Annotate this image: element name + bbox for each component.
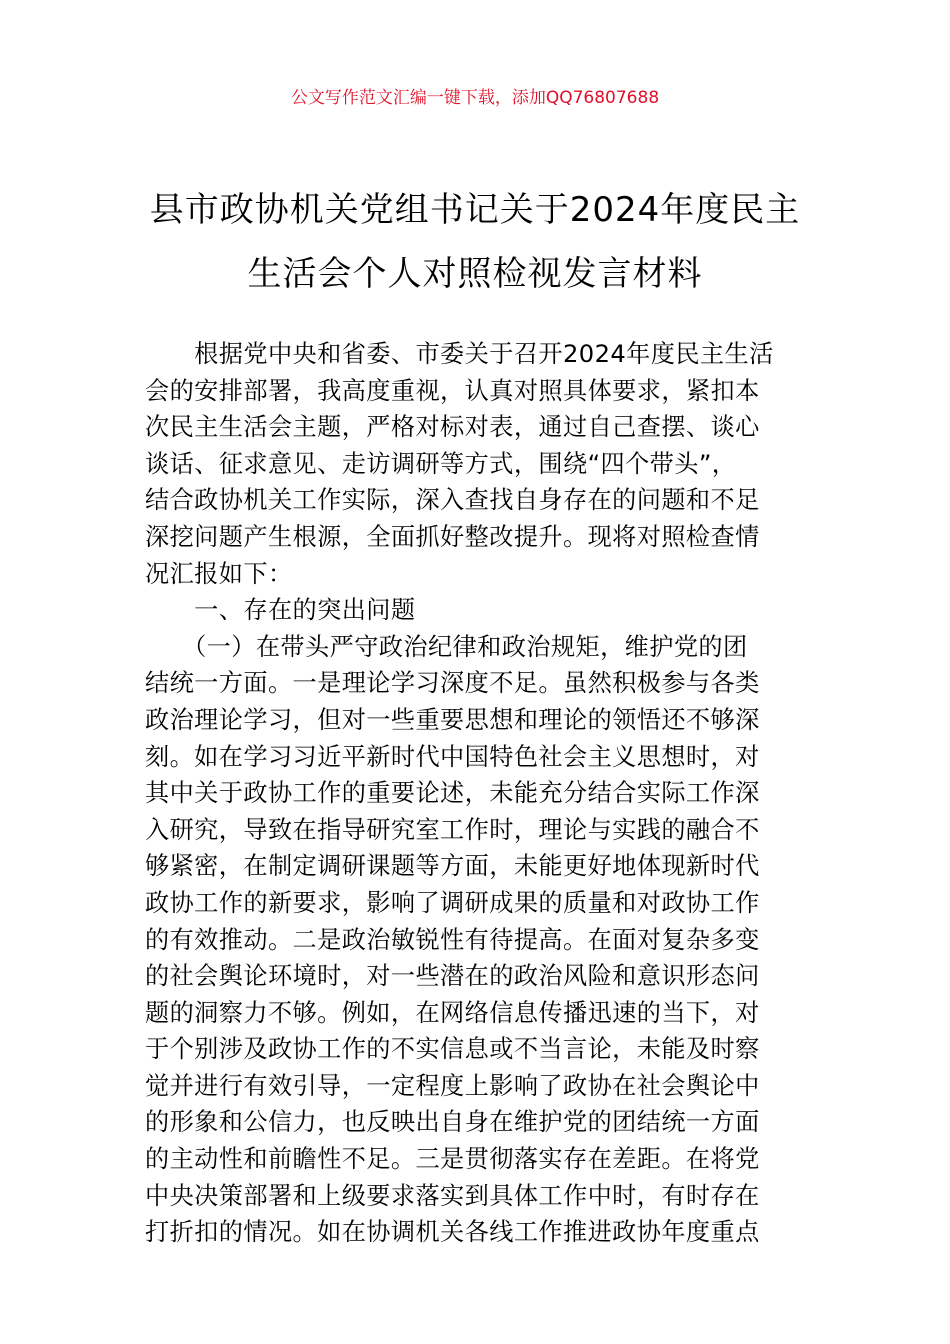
section-heading: 一、存在的突出问题 xyxy=(145,596,416,625)
body-line: 结合政协机关工作实际，深入查找自身存在的问题和不足 xyxy=(145,486,760,515)
title-line-1: 县市政协机关党组书记关于2024年度民主 xyxy=(149,190,801,230)
body-line: 况汇报如下： xyxy=(145,559,293,588)
body-line: 深挖问题产生根源，全面抓好整改提升。现将对照检查情 xyxy=(145,522,760,551)
body-line: 够紧密，在制定调研课题等方面，未能更好地体现新时代 xyxy=(145,852,760,881)
body-line: 的形象和公信力，也反映出自身在维护党的团结统一方面 xyxy=(145,1108,760,1137)
body-line: 的有效推动。二是政治敏锐性有待提高。在面对复杂多变 xyxy=(145,925,760,954)
body-line: 会的安排部署，我高度重视，认真对照具体要求，紧扣本 xyxy=(145,376,760,405)
body-line: 政治理论学习，但对一些重要思想和理论的领悟还不够深 xyxy=(145,705,760,734)
body-line: 谈话、征求意见、走访调研等方式，围绕“四个带头”， xyxy=(145,449,737,478)
title-line-2: 生活会个人对照检视发言材料 xyxy=(247,254,703,294)
body-line: （一）在带头严守政治纪律和政治规矩，维护党的团 xyxy=(145,632,748,661)
body-line: 的社会舆论环境时，对一些潜在的政治风险和意识形态问 xyxy=(145,962,760,991)
body-line: 题的洞察力不够。例如，在网络信息传播迅速的当下，对 xyxy=(145,998,760,1027)
body-line: 根据党中央和省委、市委关于召开2024年度民主生活 xyxy=(145,340,774,368)
body-line: 打折扣的情况。如在协调机关各线工作推进政协年度重点 xyxy=(145,1218,760,1247)
body-line: 政协工作的新要求，影响了调研成果的质量和对政协工作 xyxy=(145,888,760,917)
body-line: 次民主生活会主题，严格对标对表，通过自己查摆、谈心 xyxy=(145,413,760,442)
document-title xyxy=(140,178,810,306)
body-line: 入研究，导致在指导研究室工作时，理论与实践的融合不 xyxy=(145,815,760,844)
body-line: 于个别涉及政协工作的不实信息或不当言论，未能及时察 xyxy=(145,1035,760,1064)
body-line: 的主动性和前瞻性不足。三是贯彻落实存在差距。在将党 xyxy=(145,1145,760,1174)
body-line: 刻。如在学习习近平新时代中国特色社会主义思想时，对 xyxy=(145,742,760,771)
body-line: 其中关于政协工作的重要论述，未能充分结合实际工作深 xyxy=(145,779,760,808)
promo-banner[interactable]: 公文写作范文汇编一键下载，添加QQ76807688 xyxy=(290,88,660,108)
document-body xyxy=(145,336,807,1251)
body-line: 结统一方面。一是理论学习深度不足。虽然积极参与各类 xyxy=(145,669,760,698)
body-line: 中央决策部署和上级要求落实到具体工作中时，有时存在 xyxy=(145,1181,760,1210)
body-line: 觉并进行有效引导，一定程度上影响了政协在社会舆论中 xyxy=(145,1071,760,1100)
